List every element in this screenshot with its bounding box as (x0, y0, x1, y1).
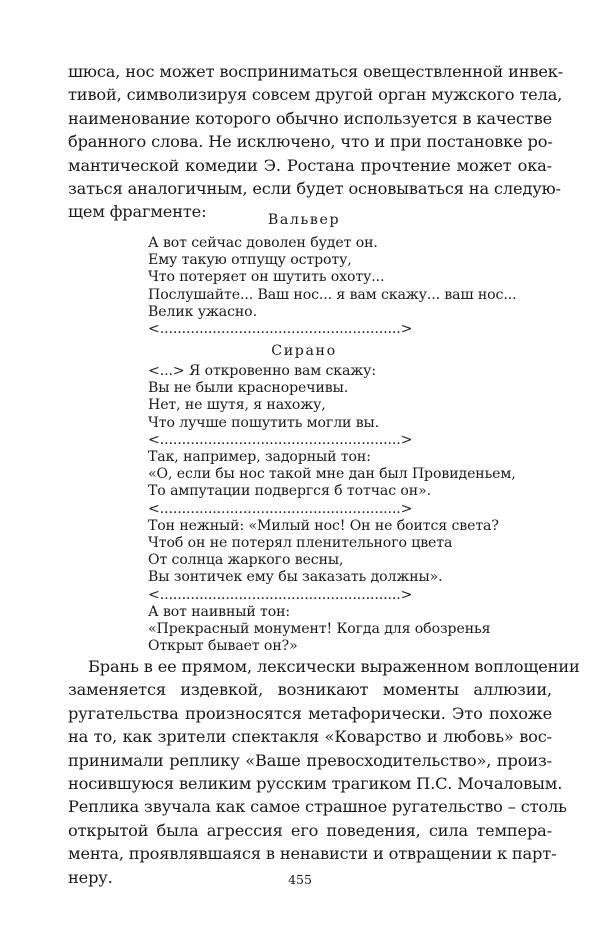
paragraph-commentary (68, 655, 580, 889)
verse-line: Чтоб он не потерял пленительного цвета (148, 535, 453, 552)
verse-line: А вот сейчас доволен будет он. (148, 235, 378, 251)
verse-line: Вы зонтичек ему бы заказать должны». (148, 569, 443, 586)
text-line: неру. (68, 867, 113, 887)
verse-line: А вот наивный тон: (148, 603, 291, 620)
text-line: шюса, нос может восприниматься овеществленной инвек- (68, 62, 564, 81)
verse-line: «Прекрасный монумент! Когда для обозренья (148, 621, 491, 638)
speaker-name-cyrano: Сирано (271, 343, 337, 359)
verse-line: Что лучше пошутить могли вы. (148, 414, 380, 431)
omission-marker: <.......................................................> (148, 431, 413, 448)
paragraph-intro (68, 60, 564, 224)
text-line: мента, проявлявшаяся в ненависти и отвращении к парт- (68, 844, 557, 864)
verse-line: «О, если бы нос такой мне дан был Провиденьем, (148, 466, 516, 483)
verse-block-cyrano (148, 363, 516, 655)
omission-marker: <.......................................................> (148, 321, 413, 338)
omission-marker: <.......................................................> (148, 500, 413, 517)
verse-block-valver (148, 235, 517, 338)
text-line: носившуюся великим русским трагиком П.С. Мочаловым. (68, 774, 563, 794)
text-line: заться аналогичным, если будет основываться на следую- (68, 179, 561, 199)
text-line: заменяется издевкой, возникают моменты аллюзии, (68, 680, 552, 700)
text-line: тивой, символизируя совсем другой орган мужского тела, (68, 85, 563, 105)
text-line: наименование которого обычно используется в качестве (68, 108, 552, 128)
text-line: Реплика звучала как самое страшное ругательство – столь (68, 797, 567, 817)
text-line: открытой была агрессия его поведения, сила темпера- (68, 820, 552, 840)
text-line: щем фрагменте: (68, 202, 207, 222)
verse-line: То ампутации подвергся б тотчас он». (148, 483, 431, 500)
text-line: на то, как зрители спектакля «Коварство и любовь» вос- (68, 727, 552, 747)
verse-line: Что потеряет он шутить охоту... (148, 269, 385, 286)
verse-line: Так, например, задорный тон: (148, 449, 371, 466)
speaker-name-valver: Вальвер (267, 212, 341, 228)
text-line: принимали реплику «Ваше превосходительство», произ- (68, 750, 552, 770)
verse-line: От солнца жаркого весны, (148, 552, 344, 569)
text-line: бранного слова. Не исключено, что и при постановке ро- (68, 132, 553, 152)
verse-line: Послушайте... Ваш нос... я вам скажу... ваш нос... (148, 286, 517, 303)
text-line: ругательства произносятся метафорически. Это похоже (68, 703, 552, 723)
omission-marker: <.......................................................> (148, 586, 413, 603)
verse-line: <...> Я откровенно вам скажу: (148, 363, 377, 379)
verse-line: Ему такую отпущу остроту, (148, 252, 352, 269)
verse-line: Открыт бывает он?» (148, 638, 298, 655)
text-line: мантической комедии Э. Ростана прочтение может ока- (68, 155, 552, 175)
page-number: 455 (288, 872, 312, 887)
verse-line: Нет, не шутя, я нахожу, (148, 397, 326, 414)
verse-line: Вы не были красноречивы. (148, 380, 349, 397)
verse-line: Велик ужасно. (148, 303, 257, 320)
text-line: Брань в ее прямом, лексически выраженном воплощении (88, 657, 580, 676)
verse-line: Тон нежный: «Милый нос! Он не боится света? (148, 517, 499, 534)
